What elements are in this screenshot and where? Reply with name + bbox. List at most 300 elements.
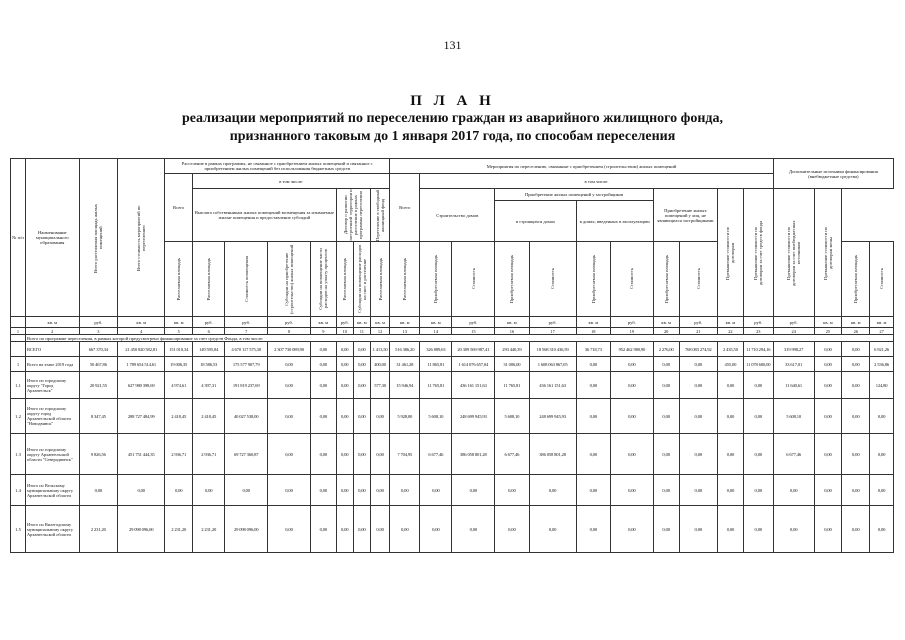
subcol-header: Субсидии на приобретение (строительство) жилых помещений [268, 242, 311, 317]
column-number: 16 [495, 328, 529, 335]
value-cell: 0,00 [420, 475, 452, 506]
value-cell: 18 568 310 436,59 [529, 342, 576, 357]
header-cost-total: Всего стоимость мероприятий по переселению [118, 159, 165, 317]
value-cell: 0,00 [336, 475, 353, 506]
row-number [11, 342, 26, 357]
subcol-header: Приобретаемая площадь [842, 242, 870, 317]
subcol-header: Стоимость [870, 242, 894, 317]
value-cell: 0,00 [353, 357, 370, 372]
value-cell: 0,00 [743, 372, 773, 399]
value-cell: 0,00 [718, 434, 744, 475]
value-cell: 248 699 945,93 [529, 399, 576, 434]
subcol-header: Приобретаемая площадь [576, 242, 610, 317]
subcol-header: Приобретаемая площадь [653, 242, 679, 317]
value-cell: 175 577 907,79 [225, 357, 268, 372]
value-cell: 0,00 [268, 434, 311, 475]
value-cell: 0,00 [420, 506, 452, 553]
document-title [0, 92, 905, 146]
column-number: 21 [679, 328, 718, 335]
unit-cell: руб. [773, 317, 814, 328]
column-number: 25 [814, 328, 842, 335]
value-cell: 0,00 [814, 434, 842, 475]
column-number: 17 [529, 328, 576, 335]
row-number: 1.4 [11, 475, 26, 506]
value-cell: 0,00 [452, 506, 495, 553]
value-cell: 8 347,45 [79, 399, 118, 434]
section-label: Всего по программе переселения, в рамках которой предусмотрено финансирование за счет средств Фонда, в том числе: [26, 335, 894, 342]
subcol-header: Стоимость возмещения [225, 242, 268, 317]
value-cell: 0,00 [610, 372, 653, 399]
value-cell: 0,00 [495, 506, 529, 553]
value-cell: 33 617,01 [773, 357, 814, 372]
value-cell: 386 058 801,28 [452, 434, 495, 475]
unit-cell: руб. [268, 317, 311, 328]
value-cell: 0,00 [268, 372, 311, 399]
value-cell: 6 921,26 [870, 342, 894, 357]
row-name: Итого по Вилегодскому муниципальному округу Архангельской области [26, 506, 80, 553]
column-number: 26 [842, 328, 870, 335]
value-cell: 0,00 [842, 506, 870, 553]
unit-cell: кв. м [653, 317, 679, 328]
value-cell: 0,00 [310, 475, 336, 506]
header-group-b-total: Всего [390, 174, 420, 242]
value-cell: 0,00 [870, 399, 894, 434]
value-cell: 4 974,61 [165, 372, 193, 399]
value-cell: 0,00 [353, 342, 370, 357]
subcol-header: Приобретаемая площадь [420, 242, 452, 317]
table-row [11, 342, 894, 357]
value-cell: 288 727 484,99 [118, 399, 165, 434]
value-cell: 667 370,34 [79, 342, 118, 357]
title-line-1: П Л А Н [410, 93, 495, 109]
column-number: 3 [79, 328, 118, 335]
unit-cell: руб. [743, 317, 773, 328]
value-cell: 0,00 [268, 399, 311, 434]
value-cell: 1 789 654 514,61 [118, 357, 165, 372]
value-cell: 11 640,61 [773, 372, 814, 399]
value-cell: 0,00 [610, 506, 653, 553]
subcol-header: Стоимость [679, 242, 718, 317]
value-cell: 2 418,45 [165, 399, 193, 434]
unit-cell: руб. [336, 317, 353, 328]
column-number: 9 [310, 328, 336, 335]
value-cell: 0,00 [743, 434, 773, 475]
unit-cell: кв. м [718, 317, 744, 328]
value-cell: 5 928,00 [390, 399, 420, 434]
unit-cell: руб. [79, 317, 118, 328]
value-cell: 36 718,73 [576, 342, 610, 357]
header-extra-4: Превышение стоимости по договорам мены [814, 189, 842, 317]
unit-cell: руб. [225, 317, 268, 328]
value-cell: 0,00 [336, 434, 353, 475]
value-cell: 768 083 274,92 [679, 342, 718, 357]
row-number: 1.3 [11, 434, 26, 475]
value-cell: 0,00 [353, 506, 370, 553]
value-cell: 40 027 538,00 [225, 399, 268, 434]
header-group-a-total: Всего [165, 174, 193, 242]
value-cell: 29 098 096,00 [118, 506, 165, 553]
value-cell: 326 889,63 [420, 342, 452, 357]
value-cell: 0,00 [773, 475, 814, 506]
value-cell: 0,00 [310, 506, 336, 553]
value-cell: 151 010,34 [165, 342, 193, 357]
value-cell: 0,00 [610, 475, 653, 506]
value-cell: 0,00 [842, 372, 870, 399]
value-cell: 0,00 [773, 506, 814, 553]
value-cell: 11 765,81 [495, 372, 529, 399]
value-cell: 400,00 [370, 357, 389, 372]
value-cell: 50 467,86 [79, 357, 118, 372]
value-cell: 0,00 [718, 506, 744, 553]
column-number: 5 [165, 328, 193, 335]
header-group-b-buy-ready: в домах, введенных в эксплуатацию [576, 201, 653, 242]
value-cell: 0,00 [743, 399, 773, 434]
header-group-a: Расселение в рамках программы, не связанное с приобретением жилых помещений и связанное с приобретением жилых помещений без использования бюджетных средств [165, 159, 390, 174]
value-cell: 0,00 [610, 434, 653, 475]
value-cell: 436 161 151,63 [529, 372, 576, 399]
value-cell: 0,00 [842, 434, 870, 475]
value-cell: 1 614 076 657,04 [452, 357, 495, 372]
unit-cell: кв. м [495, 317, 529, 328]
unit-cell: кв. м [118, 317, 165, 328]
plan-table-body [11, 317, 894, 553]
header-group-b-build: Строительство домов [420, 189, 495, 242]
value-cell: 0,00 [370, 434, 389, 475]
subcol-header: Приобретаемая площадь [495, 242, 529, 317]
value-cell: 6 677,46 [773, 434, 814, 475]
value-cell: 627 980 398,69 [118, 372, 165, 399]
value-cell: 5 608,10 [420, 399, 452, 434]
subcol-header: Расселяемая площадь [370, 242, 389, 317]
value-cell: 0,00 [576, 372, 610, 399]
header-group-c: Дополнительные источники финансирования (внебюджетные средства) [773, 159, 893, 189]
value-cell: 124,80 [870, 372, 894, 399]
value-cell: 0,00 [353, 399, 370, 434]
value-cell: 0,00 [268, 475, 311, 506]
value-cell: 0,00 [268, 357, 311, 372]
unit-cell: руб. [679, 317, 718, 328]
column-number: 13 [390, 328, 420, 335]
value-cell: 0,00 [653, 372, 679, 399]
header-extra-3: Превышение стоимости по договорам за счет внебюджетных источников [773, 189, 814, 317]
value-cell: 0,00 [336, 357, 353, 372]
header-group-a-incl: в том числе: [193, 174, 390, 189]
table-row [11, 434, 894, 475]
table-row [11, 475, 894, 506]
value-cell: 0,00 [718, 475, 744, 506]
column-number: 4 [118, 328, 165, 335]
unit-cell: кв. м [26, 317, 80, 328]
row-number: 1.2 [11, 399, 26, 434]
value-cell: 15 946,94 [390, 372, 420, 399]
subcol-header: Расселяемая площадь [336, 242, 353, 317]
value-cell: 0,00 [353, 372, 370, 399]
value-cell: 0,00 [336, 399, 353, 434]
value-cell: 0,00 [814, 399, 842, 434]
value-cell: 0,00 [718, 399, 744, 434]
column-number: 24 [773, 328, 814, 335]
subcol-header: Расселяемая площадь [193, 242, 225, 317]
value-cell: 2 231,20 [165, 506, 193, 553]
row-number: 1.5 [11, 506, 26, 553]
unit-cell: кв. м [420, 317, 452, 328]
plan-table [10, 158, 894, 553]
value-cell: 0,00 [529, 475, 576, 506]
header-group-b: Мероприятия по переселению, связанные с приобретением (строительством) жилых помещений [390, 159, 774, 174]
column-number: 20 [653, 328, 679, 335]
value-cell: 0,00 [870, 475, 894, 506]
column-number: 19 [610, 328, 653, 335]
unit-cell: кв. м [310, 317, 336, 328]
value-cell: 0,00 [576, 357, 610, 372]
value-cell: 19 006,35 [165, 357, 193, 372]
subcol-header: Стоимость [529, 242, 576, 317]
value-cell: 0,00 [870, 434, 894, 475]
value-cell: 0,00 [679, 475, 718, 506]
value-cell: 436 161 151,63 [452, 372, 495, 399]
value-cell: 7 704,95 [390, 434, 420, 475]
value-cell: 0,00 [310, 372, 336, 399]
row-number: 1.1 [11, 372, 26, 399]
value-cell: 455,00 [718, 357, 744, 372]
value-cell: 0,00 [610, 357, 653, 372]
value-cell: 2 435,50 [718, 342, 744, 357]
value-cell: 2 936,71 [165, 434, 193, 475]
title-line-2: реализации мероприятий по переселению граждан из аварийного жилищного фонда, [182, 111, 723, 126]
value-cell: 952 462 980,90 [610, 342, 653, 357]
column-number: 15 [452, 328, 495, 335]
header-group-a-payout: Выплата собственникам жилых помещений возмещения за изымаемые жилые помещения и предоставление субсидий [193, 189, 337, 242]
value-cell: 0,00 [653, 475, 679, 506]
value-cell: 0,00 [165, 475, 193, 506]
value-cell: 0,00 [336, 342, 353, 357]
column-number: 6 [193, 328, 225, 335]
value-cell: 9 826,56 [79, 434, 118, 475]
value-cell: 0,00 [842, 475, 870, 506]
value-cell: 0,00 [870, 506, 894, 553]
plan-table-container [10, 158, 894, 636]
unit-cell [11, 317, 26, 328]
value-cell: 0,00 [743, 506, 773, 553]
value-cell: 6 677,46 [495, 434, 529, 475]
value-cell: 11 710 294,16 [743, 342, 773, 357]
value-cell: 1 413,50 [370, 342, 389, 357]
header-extra-2: Превышение стоимости по договорам за счет средств фонда [743, 189, 773, 317]
subcol-header: Расселяемая площадь [390, 242, 420, 317]
value-cell: 0,00 [79, 475, 118, 506]
value-cell: 0,00 [842, 342, 870, 357]
value-cell: 0,00 [814, 372, 842, 399]
value-cell: 0,00 [390, 475, 420, 506]
unit-cell: руб. [452, 317, 495, 328]
unit-cell: руб. [529, 317, 576, 328]
header-group-a-contract: Договор о развитии застроенной территории и расселение в рамках программы переселения [336, 189, 370, 242]
value-cell: 1 608 063 867,05 [529, 357, 576, 372]
unit-cell: кв. м [576, 317, 610, 328]
value-cell: 0,00 [576, 475, 610, 506]
header-extra-1: Превышение стоимости по договорам [718, 189, 744, 317]
value-cell: 0,00 [353, 434, 370, 475]
header-group-b-secondary: Приобретение жилых помещений у лиц, не являющихся застройщиками [653, 189, 717, 242]
column-number: 8 [268, 328, 311, 335]
value-cell: 293 440,39 [495, 342, 529, 357]
value-cell: 0,00 [653, 434, 679, 475]
value-cell: 4 397,31 [193, 372, 225, 399]
header-area-total: Всего расселяемая площадь жилых помещений [79, 159, 118, 317]
header-group-b-buy-built: в строящихся домах [495, 201, 576, 242]
column-number: 12 [370, 328, 389, 335]
row-name: Итого по городскому округу Архангельской области "Северодвинск" [26, 434, 80, 475]
value-cell: 2 276,00 [653, 342, 679, 357]
value-cell: 0,00 [495, 475, 529, 506]
value-cell: 0,00 [118, 475, 165, 506]
table-row [11, 399, 894, 434]
unit-cell: руб. [193, 317, 225, 328]
value-cell: 0,00 [743, 475, 773, 506]
value-cell: 0,00 [679, 399, 718, 434]
column-number: 14 [420, 328, 452, 335]
subcol-header: Субсидии на возмещение расходов на снос и расселение [353, 242, 370, 317]
value-cell: 0,00 [718, 372, 744, 399]
value-cell: 0,00 [814, 475, 842, 506]
value-cell: 0,00 [842, 399, 870, 434]
value-cell: 0,00 [225, 475, 268, 506]
title-line-3: признанного таковым до 1 января 2017 года, по способам переселения [229, 129, 676, 144]
row-name: ВСЕГО [26, 342, 80, 357]
value-cell: 0,00 [576, 399, 610, 434]
value-cell: 0,00 [353, 475, 370, 506]
unit-cell: кв. м [870, 317, 894, 328]
value-cell: 0,00 [814, 506, 842, 553]
value-cell: 577,30 [370, 372, 389, 399]
value-cell: 0,00 [679, 372, 718, 399]
header-group-b-buy: Приобретение жилых помещений у застройщиков [495, 189, 654, 201]
value-cell: 0,00 [310, 434, 336, 475]
value-cell: 0,00 [653, 506, 679, 553]
header-name: Наименование муниципального образования [26, 159, 80, 317]
value-cell: 69 727 360,87 [225, 434, 268, 475]
unit-cell: кв. м [390, 317, 420, 328]
value-cell: 0,00 [679, 434, 718, 475]
value-cell: 0,00 [310, 399, 336, 434]
value-cell: 11 078 600,00 [743, 357, 773, 372]
value-cell: 0,00 [336, 506, 353, 553]
value-cell: 0,00 [842, 357, 870, 372]
section-spacer [11, 335, 26, 342]
row-name: Всего на этапе 2019 года [26, 357, 80, 372]
page-number: 131 [443, 38, 462, 52]
column-number: 11 [353, 328, 370, 335]
value-cell: 0,00 [529, 506, 576, 553]
unit-cell: кв. м [353, 317, 370, 328]
units-row [11, 317, 894, 328]
value-cell: 2 418,45 [193, 399, 225, 434]
value-cell: 0,00 [679, 357, 718, 372]
unit-cell: кв. м [814, 317, 842, 328]
value-cell: 0,00 [814, 342, 842, 357]
unit-cell: кв. м [165, 317, 193, 328]
value-cell: 18 586,53 [193, 357, 225, 372]
column-number: 2 [26, 328, 80, 335]
value-cell: 5 608,10 [495, 399, 529, 434]
value-cell: 0,00 [370, 475, 389, 506]
value-cell: 11 765,81 [420, 372, 452, 399]
section-row [11, 335, 894, 342]
column-number: 23 [743, 328, 773, 335]
value-cell: 0,00 [452, 475, 495, 506]
value-cell: 20 309 569 987,41 [452, 342, 495, 357]
row-name: Итого по городскому округу город Архангельской области "Новодвинск" [26, 399, 80, 434]
value-cell: 451 751 444,35 [118, 434, 165, 475]
value-cell: 0,00 [390, 506, 420, 553]
value-cell: 0,00 [610, 399, 653, 434]
value-cell: 0,00 [268, 506, 311, 553]
value-cell: 2 307 730 089,90 [268, 342, 311, 357]
column-number: 18 [576, 328, 610, 335]
value-cell: 21 450 820 582,81 [118, 342, 165, 357]
value-cell: 2 231,20 [79, 506, 118, 553]
value-cell: 149 595,84 [193, 342, 225, 357]
column-number: 1 [11, 328, 26, 335]
value-cell: 0,00 [576, 434, 610, 475]
column-number: 10 [336, 328, 353, 335]
subcol-header: Стоимость [452, 242, 495, 317]
value-cell: 6 677,46 [420, 434, 452, 475]
value-cell: 31 461,28 [390, 357, 420, 372]
table-row [11, 357, 894, 372]
table-row [11, 506, 894, 553]
value-cell: 2 231,20 [193, 506, 225, 553]
unit-cell: кв. м [370, 317, 389, 328]
value-cell: 31 006,00 [495, 357, 529, 372]
header-group-a-other: Переселение в свободный жилищный фонд [370, 189, 389, 242]
value-cell: 0,00 [679, 506, 718, 553]
value-cell: 0,00 [653, 357, 679, 372]
column-number-row [11, 328, 894, 335]
value-cell: 0,00 [336, 372, 353, 399]
column-number: 7 [225, 328, 268, 335]
unit-cell: руб. [610, 317, 653, 328]
row-name: Итого по городскому округу "Город Архангельск" [26, 372, 80, 399]
value-cell: 0,00 [814, 357, 842, 372]
subcol-header: Стоимость [610, 242, 653, 317]
column-number: 27 [870, 328, 894, 335]
value-cell: 20 921,55 [79, 372, 118, 399]
value-cell: 0,00 [576, 506, 610, 553]
value-cell: 0,00 [310, 357, 336, 372]
value-cell: 5 608,10 [773, 399, 814, 434]
header-group-b-incl: в том числе: [420, 174, 774, 189]
value-cell: 0,00 [653, 399, 679, 434]
value-cell: 319 998,27 [773, 342, 814, 357]
column-number: 22 [718, 328, 744, 335]
value-cell: 0,00 [370, 506, 389, 553]
value-cell: 2 536,86 [870, 357, 894, 372]
value-cell: 4 670 117 575,30 [225, 342, 268, 357]
row-name: Итого по Вельскому муниципальному округу Архангельской области [26, 475, 80, 506]
value-cell: 2 936,71 [193, 434, 225, 475]
row-number: 1 [11, 357, 26, 372]
value-cell: 11 865,81 [420, 357, 452, 372]
value-cell: 29 098 096,00 [225, 506, 268, 553]
header-no: № п/п [11, 159, 26, 317]
table-row [11, 372, 894, 399]
value-cell: 516 386,20 [390, 342, 420, 357]
value-cell: 386 058 801,28 [529, 434, 576, 475]
subcol-header: Субсидии на возмещение части расходов на уплату процентов [310, 242, 336, 317]
subcol-header: Расселяемая площадь [165, 242, 193, 317]
unit-cell: кв. м [842, 317, 870, 328]
